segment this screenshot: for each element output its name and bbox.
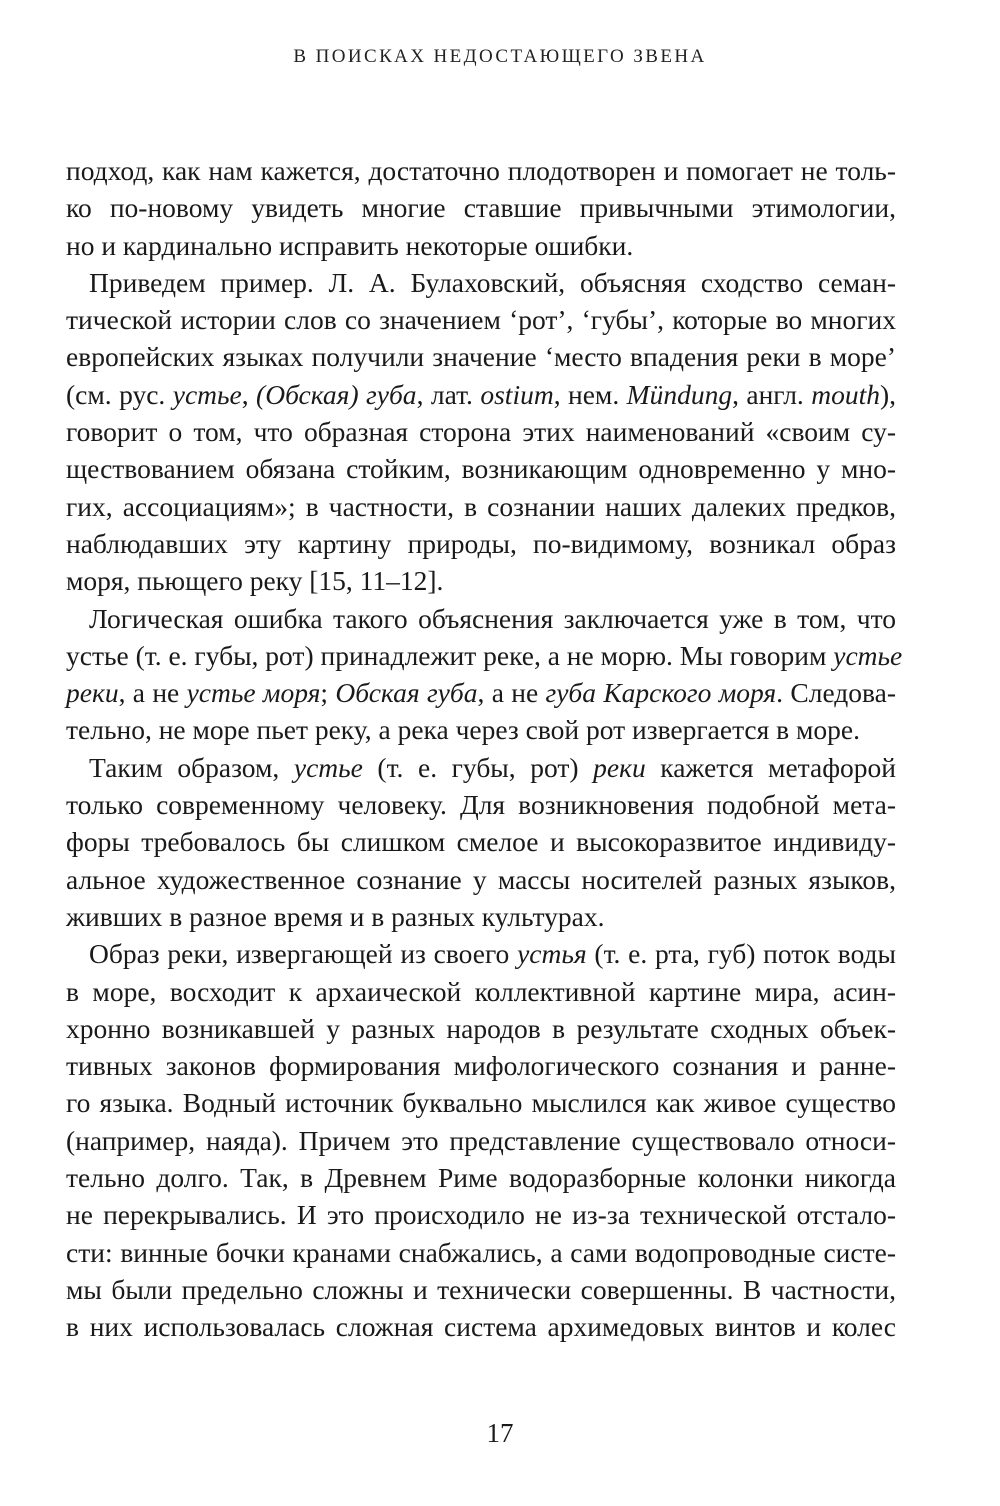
text-line: [66, 264, 896, 301]
text-run: ,: [241, 378, 257, 410]
text-run: (т. е. рта, губ) поток воды: [586, 938, 896, 970]
text-line: [66, 525, 896, 562]
text-run: но и кардинально исправить некоторые ошибки.: [66, 229, 634, 261]
text-line: [66, 488, 896, 525]
text-run: хронно возникавшей у разных народов в результате сходных объек-: [66, 1012, 896, 1044]
text-run: моря, пьющего реку [15, 11–12].: [66, 565, 444, 597]
text-line: [66, 189, 896, 226]
text-line: [66, 562, 896, 599]
italic-text: устье моря: [186, 677, 321, 709]
text-run: в море, восходит к архаической коллективной картине мира, асин-: [66, 975, 896, 1007]
text-run: тивных законов формирования мифологического сознания и ранне-: [66, 1050, 896, 1082]
text-run: го языка. Водный источник буквально мыслился как живое существо: [66, 1087, 896, 1119]
text-run: , лат.: [416, 378, 481, 410]
text-run: не перекрывались. И это происходило не из-за технической отстало-: [66, 1199, 896, 1231]
text-run: . Следова-: [776, 677, 897, 709]
text-run: в них использовалась сложная система архимедовых винтов и колес: [66, 1311, 896, 1343]
text-line: [66, 1010, 896, 1047]
text-line: [66, 450, 896, 487]
italic-text: устье: [293, 751, 363, 783]
text-line: [66, 861, 896, 898]
text-run: говорит о том, что образная сторона этих наименований «своим су-: [66, 416, 896, 448]
text-line: [66, 338, 896, 375]
text-run: европейских языках получили значение ‘место впадения реки в море’: [66, 341, 896, 373]
italic-text: реки: [66, 677, 119, 709]
text-run: , нем.: [553, 378, 627, 410]
text-run: Логическая ошибка такого объяснения заключается уже в том, что: [89, 602, 896, 634]
text-run: подход, как нам кажется, достаточно плодотворен и помогает не толь-: [66, 155, 896, 186]
text-run: кажется метафорой: [645, 751, 897, 783]
italic-text: губа Карского моря: [545, 677, 777, 709]
text-run: ществованием обязана стойким, возникающим одновременно у мно-: [66, 453, 896, 485]
text-run: наблюдавших эту картину природы, по-видимому, возникал образ: [66, 527, 896, 559]
text-run: (см. рус.: [66, 378, 173, 410]
text-run: форы требовалось бы слишком смелое и высокоразвитое индивиду-: [66, 826, 896, 858]
text-run: тельно долго. Так, в Древнем Риме водоразборные колонки никогда: [66, 1162, 896, 1194]
text-run: Таким образом,: [89, 751, 294, 783]
text-line: [66, 1308, 896, 1345]
text-line: [66, 301, 896, 338]
text-line: [66, 1159, 896, 1196]
text-line: [66, 898, 896, 935]
text-run: , а не: [477, 677, 546, 709]
text-run: (т. е. губы, рот): [362, 751, 594, 783]
text-run: Образ реки, извергающей из своего: [89, 938, 518, 970]
text-run: альное художественное сознание у массы носителей разных языков,: [66, 863, 896, 895]
body-text: [66, 152, 903, 1346]
text-run: ;: [320, 677, 336, 709]
text-line: [66, 749, 896, 786]
text-line: [66, 1047, 896, 1084]
text-run: живших в разное время и в разных культурах.: [66, 900, 605, 932]
italic-text: ostium: [480, 378, 554, 410]
italic-text: Обская губа: [335, 677, 478, 709]
text-line: [66, 1271, 896, 1308]
italic-text: реки: [593, 751, 646, 783]
text-run: тельно, не море пьет реку, а река через свой рот извергается в море.: [66, 714, 860, 746]
text-line: [66, 711, 896, 748]
italic-text: устье: [172, 378, 242, 410]
text-line: [66, 227, 896, 264]
page-number: 17: [486, 1418, 514, 1448]
text-run: ко по-новому увидеть многие ставшие привычными этимологии,: [66, 192, 896, 224]
text-line: [66, 413, 896, 450]
text-line: [66, 1084, 896, 1121]
text-line: [66, 786, 896, 823]
text-line: [66, 674, 896, 711]
text-line: [66, 1122, 896, 1159]
text-run: ),: [879, 378, 897, 410]
text-run: , англ.: [732, 378, 812, 410]
text-line: [66, 637, 903, 674]
running-head: В ПОИСКАХ НЕДОСТАЮЩЕГО ЗВЕНА: [293, 46, 707, 67]
text-run: Приведем пример. Л. А. Булаховский, объясняя сходство семан-: [89, 266, 896, 298]
italic-text: устья: [517, 938, 587, 970]
italic-text: устье: [833, 639, 903, 671]
italic-text: (Обская) губа: [256, 378, 417, 410]
text-run: , а не: [118, 677, 187, 709]
text-run: мы были предельно сложны и технически совершенны. В частности,: [66, 1273, 896, 1305]
text-run: сти: винные бочки кранами снабжались, а сами водопроводные систе-: [66, 1236, 896, 1268]
text-line: [66, 823, 896, 860]
text-line: [66, 152, 896, 189]
text-line: [66, 1234, 896, 1271]
text-run: только современному человеку. Для возникновения подобной мета-: [66, 789, 896, 821]
text-run: гих, ассоциациям»; в частности, в сознании наших далеких предков,: [66, 490, 896, 522]
text-line: [66, 1196, 896, 1233]
italic-text: mouth: [811, 378, 880, 410]
italic-text: Mündung: [626, 378, 733, 410]
text-run: (например, наяда). Причем это представление существовало относи-: [66, 1124, 896, 1156]
text-line: [66, 935, 896, 972]
text-line: [66, 376, 896, 413]
text-line: [66, 973, 896, 1010]
text-line: [66, 600, 896, 637]
text-run: тической истории слов со значением ‘рот’, ‘губы’, которые во многих: [66, 304, 896, 336]
text-run: устье (т. е. губы, рот) принадлежит реке, а не морю. Мы говорим: [66, 639, 834, 671]
